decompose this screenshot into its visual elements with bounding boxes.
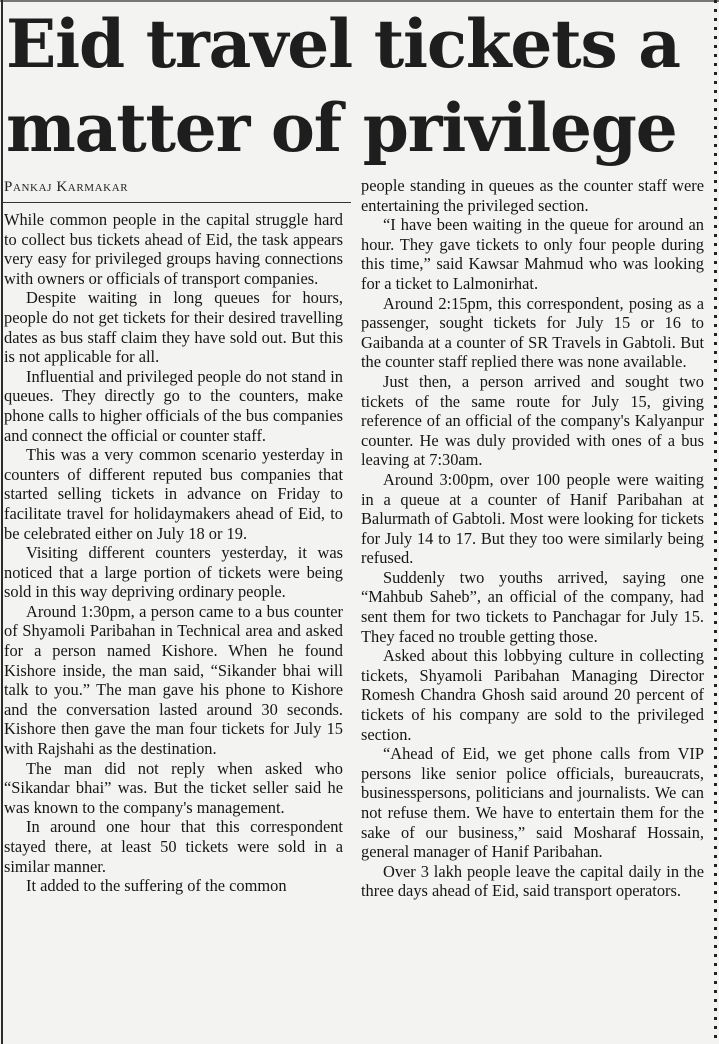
paragraph: It added to the suffering of the common (26, 876, 287, 896)
paragraph: Asked about this lobbying culture in collecting tickets, Shyamoli Paribahan Managing Director Romesh Chandra Ghosh said around 20 percent of tickets of his company are sold to the privileged section. (361, 646, 704, 744)
paragraph: Influential and privileged people do not stand in queues. They directly go to the counters, make phone calls to higher officials of the bus companies and connect the official or counter staff. (4, 366, 343, 445)
paragraph: people standing in queues as the counter staff were entertaining the privileged section. (361, 176, 704, 215)
byline: Pankaj Karmakar (4, 179, 129, 195)
paragraph: While common people in the capital struggle hard to collect bus tickets ahead of Eid, the task appears very easy for privileged groups having connections with owners or officials of transport companies. (4, 210, 343, 288)
left-column (4, 210, 343, 896)
paragraph: “I have been waiting in the queue for around an hour. They gave tickets to only four people during this time,” said Kawsar Mahmud who was looking for a ticket to Lalmonirhat. (361, 215, 704, 293)
paragraph: Over 3 lakh people leave the capital daily in the three days ahead of Eid, said transport operators. (361, 861, 704, 901)
paragraph: Around 1:30pm, a person came to a bus counter of Shyamoli Paribahan in Technical area and asked for a person named Kishore. When he found Kishore inside, the man said, “Sikander bhai will talk to you.” The man gave his phone to Kishore and the conversation lasted around 30 seconds. Kishore then gave the man four tickets for July 15 with Rajshahi as the destination. (4, 601, 343, 759)
paragraph: The man did not reply when asked who “Sikandar bhai” was. But the ticket seller said he was known to the company's management. (4, 758, 343, 817)
headline: Eid travel tickets a matter of privilege (6, 5, 680, 167)
paragraph: “Ahead of Eid, we get phone calls from VIP persons like senior police officials, bureaucrats, businesspersons, politicians and journalists. We can not refuse them. We have to entertain them for the sake of our business,” said Mosharaf Hossain, general manager of Hanif Paribahan. (361, 744, 704, 862)
paragraph: Despite waiting in long queues for hours, people do not get tickets for their desired travelling dates as bus staff claim they have sold out. But this is not applicable for all. (4, 288, 343, 367)
right-column (361, 176, 704, 901)
byline-rule (2, 202, 351, 203)
paragraph: In around one hour that this correspondent stayed there, at least 50 tickets were sold in a similar manner. (4, 817, 343, 876)
paragraph: Visiting different counters yesterday, it was noticed that a large portion of tickets were being sold in this way depriving ordinary people. (4, 543, 343, 602)
paragraph: Around 2:15pm, this correspondent, posing as a passenger, sought tickets for July 15 or 16 to Gaibanda at a counter of SR Travels in Gabtoli. But the counter staff replied there was none available. (361, 293, 704, 372)
left-border-rule (1, 0, 3, 1044)
paragraph: Suddenly two youths arrived, saying one “Mahbub Saheb”, an official of the company, had sent them for two tickets to Panchagar for July 15. They faced no trouble getting those. (361, 567, 704, 646)
paragraph: Just then, a person arrived and sought two tickets of the same route for July 15, giving reference of an official of the company's Kalyanpur counter. He was duly provided with ones of a bus leaving at 7:30am. (361, 371, 704, 470)
paragraph: This was a very common scenario yesterday in counters of different reputed bus companies that started selling tickets in advance on Friday to facilitate travel for holidaymakers ahead of Eid, to be celebrated either on July 18 or 19. (4, 445, 343, 543)
right-dotted-cut-line (714, 0, 717, 1044)
paragraph: Around 3:00pm, over 100 people were waiting in a queue at a counter of Hanif Paribahan at Balurmath of Gabtoli. Most were looking for tickets for July 14 to 17. But they too were similarly being refused. (361, 469, 704, 568)
